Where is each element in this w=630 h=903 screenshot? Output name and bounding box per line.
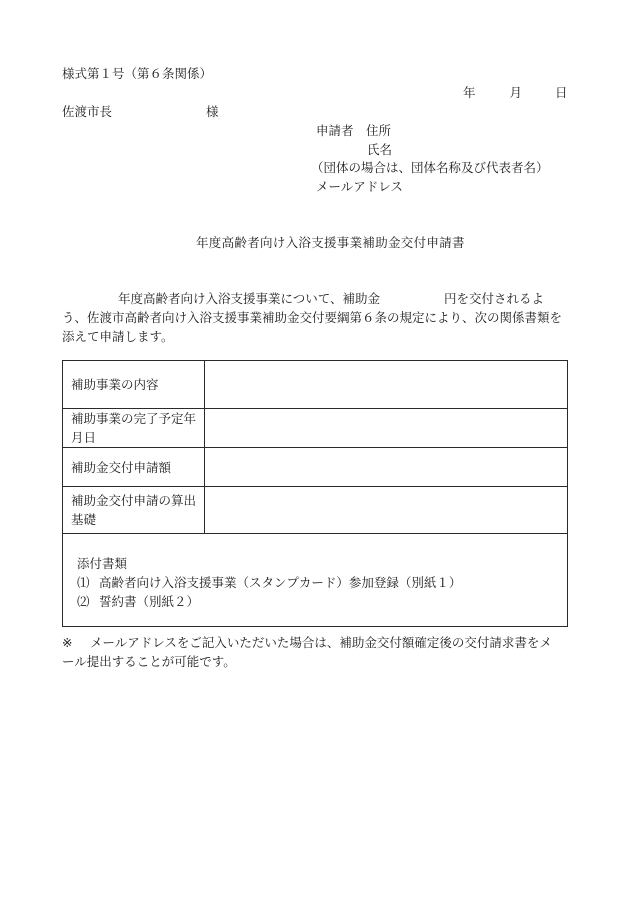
row-label-basis: 補助金交付申請の算出基礎 [63,487,205,533]
attachments-section [77,554,461,611]
table-row [63,448,567,487]
address-label: 住所 [366,123,392,138]
attachment-number: ⑴ [77,575,90,590]
footnote [62,633,562,671]
document-title: 年度高齢者向け入浴支援事業補助金交付申請書 [196,235,465,250]
note-text: メールアドレスをご記入いただいた場合は、補助金交付額確定後の交付請求書をメール提出することが可能です。 [62,635,552,669]
application-table [62,360,568,627]
honorific: 様 [206,104,219,119]
row-label-amount: 補助金交付申請額 [63,448,205,486]
application-body [62,289,562,346]
attachment-item [77,592,461,611]
date-month: 月 [509,85,523,100]
body-part1: 年度高齢者向け入浴支援事業について、補助金 [118,291,381,306]
row-value-basis [205,487,567,533]
date-year: 年 [463,85,476,100]
applicant-role: 申請者 [316,123,354,138]
name-label: 氏名 [367,142,393,157]
date-day: 日 [555,85,568,100]
applicant-address-line [316,121,391,139]
row-label-content: 補助事業の内容 [63,361,205,408]
group-note: （団体の場合は、団体名称及び代表者名） [311,160,549,175]
date-line [463,83,568,101]
table-row [63,361,567,409]
note-mark: ※ [62,635,73,650]
row-value-completion-date [205,409,567,447]
attachments-heading: 添付書類 [77,556,128,571]
table-row [63,487,567,534]
row-value-content [205,361,567,408]
attachment-text: 高齢者向け入浴支援事業（スタンプカード）参加登録（別紙１） [99,575,462,590]
attachment-text: 誓約書（別紙２） [99,594,200,609]
addressee: 佐渡市長 [62,104,113,119]
row-label-completion-date: 補助事業の完了予定年月日 [63,409,205,447]
attachment-number: ⑵ [77,594,90,609]
row-value-amount [205,448,567,486]
email-label: メールアドレス [316,179,403,194]
table-row [63,409,567,448]
addressee-line [62,102,219,120]
body-part2: 円を交付されるよう、佐渡市高齢者向け入浴支援事業補助金交付要綱第６条の規定により、次の関係書類を添えて申請します。 [62,291,563,344]
attachment-item [77,573,461,592]
form-number: 様式第１号（第６条関係） [62,66,213,81]
